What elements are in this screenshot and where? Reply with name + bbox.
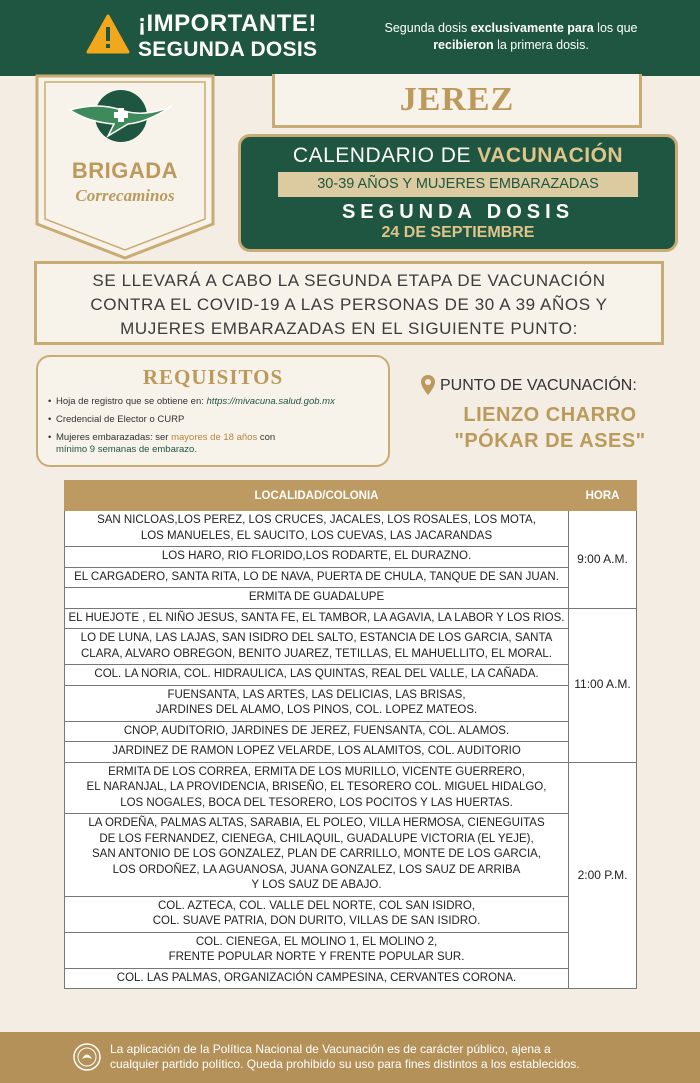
banner-title-line2: SEGUNDA DOSIS (138, 38, 318, 61)
localidad-cell (65, 896, 569, 932)
localidad-line: SAN ANTONIO DE LOS GONZALEZ, PLAN DE CARRILLO, MONTE DE LOS GARCIA, (91, 848, 542, 860)
localidad-cell (65, 742, 569, 763)
punto-label: PUNTO DE VACUNACIÓN: (440, 377, 637, 394)
table-row (65, 511, 637, 547)
table-row (65, 721, 637, 742)
banner-note-bold: exclusivamente para (470, 21, 594, 35)
schedule-table (64, 480, 637, 989)
footer-line: cualquier partido político. Queda prohibido su uso para fines distintos a los establecidos. (110, 1057, 580, 1071)
localidad-line: JARDINEZ DE RAMON LOPEZ VELARDE, LOS ALAMITOS, COL. AUDITORIO (112, 745, 521, 757)
description-box (34, 261, 664, 345)
requisito-text: Mujeres embarazadas: ser (56, 432, 172, 443)
localidad-line: CLARA, ALVARO OBREGON, BENITO JUAREZ, TETILLAS, EL MAHUELLITO, EL MORAL. (81, 647, 552, 660)
localidad-line: SAN NICLOAS,LOS PEREZ, LOS CRUCES, JACALES, LOS ROSALES, LOS MOTA, (97, 514, 536, 526)
table-header-row (65, 481, 637, 511)
localidad-line: CNOP, AUDITORIO, JARDINES DE JEREZ, FUENSANTA, COL. ALAMOS. (123, 724, 510, 737)
registration-link[interactable]: https://mivacuna.salud.gob.mx (206, 396, 335, 407)
table-row (65, 814, 637, 897)
localidad-cell (65, 814, 569, 897)
requisitos-box (36, 355, 390, 467)
table-row (65, 742, 637, 763)
location-pin-icon (420, 374, 436, 396)
localidad-line: COL. AZTECA, COL. VALLE DEL NORTE, COL SAN ISIDRO, (158, 899, 475, 912)
calendar-title-bold: VACUNACIÓN (477, 144, 624, 167)
banner-title-line1: ¡IMPORTANTE! (138, 10, 317, 37)
table-row (65, 665, 637, 686)
localidad-line: EL NARANJAL, LA PROVIDENCIA, BRISEÑO, EL TESORERO COL. MIGUEL HIDALGO, (86, 781, 547, 793)
punto-name (410, 402, 690, 454)
localidad-line: LOS MANUELES, EL SAUCITO, LOS CUEVAS, LAS JACARANDAS (140, 529, 493, 542)
warning-icon (86, 14, 130, 54)
footer (0, 1032, 700, 1083)
localidad-line: JARDINES DEL ALAMO, LOS PINOS, COL. LOPEZ MATEOS. (155, 704, 478, 716)
localidad-cell (65, 721, 569, 742)
header-hora: HORA (569, 481, 637, 511)
punto-name-line: LIENZO CHARRO (463, 404, 637, 426)
table-row (65, 588, 637, 609)
footer-line: La aplicación de la Política Nacional de Vacunación es de carácter público, ajena a (110, 1042, 551, 1056)
localidad-cell (65, 567, 569, 588)
requisito-text: con (257, 432, 276, 443)
requisitos-title: REQUISITOS (142, 365, 284, 389)
banner-note-text: la primera dosis. (493, 38, 589, 52)
hora-cell: 2:00 P.M. (569, 762, 637, 989)
localidad-line: FRENTE POPULAR NORTE Y FRENTE POPULAR SUR. (168, 951, 465, 963)
localidad-cell (65, 932, 569, 968)
localidad-cell (65, 685, 569, 721)
localidad-line: EL CARGADERO, SANTA RITA, LO DE NAVA, PUERTA DE CHULA, TANQUE DE SAN JUAN. (74, 570, 559, 583)
localidad-cell (65, 665, 569, 686)
table-row (65, 932, 637, 968)
localidad-cell (65, 762, 569, 814)
localidad-line: COL. SUAVE PATRIA, DON DURITO, VILLAS DE SAN ISIDRO. (152, 915, 481, 927)
banner-note-bold: recibieron (433, 38, 494, 52)
banner-note-text: Segunda dosis (384, 21, 471, 35)
table-row (65, 762, 637, 814)
banner-note (366, 20, 656, 54)
localidad-line: LO DE LUNA, LAS LAJAS, SAN ISIDRO DEL SALTO, ESTANCIA DE LOS GARCIA, SANTA (80, 632, 553, 644)
table-row (65, 567, 637, 588)
calendar-group: 30-39 AÑOS Y MUJERES EMBARAZADAS (278, 172, 638, 197)
localidad-line: ERMITA DE GUADALUPE (248, 591, 385, 603)
localidad-line: COL. LAS PALMAS, ORGANIZACIÓN CAMPESINA, CERVANTES CORONA. (116, 971, 517, 984)
banner-title (138, 10, 317, 62)
calendar-title (241, 143, 675, 169)
table-row (65, 685, 637, 721)
requisito-item: • Credencial de Elector o CURP (48, 414, 388, 426)
table-row (65, 629, 637, 665)
localidad-line: FUENSANTA, LAS ARTES, LAS DELICIAS, LAS BRISAS, (167, 688, 466, 701)
requisito-item (48, 396, 388, 408)
localidad-cell (65, 968, 569, 989)
calendar-dose: SEGUNDA DOSIS (341, 201, 575, 223)
table-row (65, 968, 637, 989)
table-row (65, 608, 637, 629)
banner-note-text: los que (593, 21, 638, 35)
localidad-line: COL. LA NORIA, COL. HIDRAULICA, LAS QUINTAS, REAL DEL VALLE, LA CAÑADA. (94, 668, 539, 680)
punto-name-line: "PÓKAR DE ASES" (454, 430, 646, 452)
requisitos-list (38, 396, 388, 456)
localidad-cell (65, 547, 569, 568)
schedule-body (65, 511, 637, 989)
localidad-line: LOS ORDOÑEZ, LA AGUANOSA, JUANA GONZALEZ, LOS SAUZ DE ARRIBA (112, 863, 521, 876)
top-banner (0, 0, 700, 76)
localidad-cell (65, 588, 569, 609)
calendar-date: 24 DE SEPTIEMBRE (381, 224, 535, 241)
mexico-seal-icon (72, 1042, 102, 1072)
brigada-subtitle: Correcaminos (75, 186, 175, 205)
roadrunner-logo (68, 88, 174, 150)
requisito-highlight: mínimo 9 semanas de embarazo. (56, 444, 197, 455)
hora-cell: 9:00 A.M. (569, 511, 637, 609)
localidad-line: ERMITA DE LOS CORREA, ERMITA DE LOS MURILLO, VICENTE GUERRERO, (108, 765, 525, 778)
localidad-line: LOS HARO, RIO FLORIDO,LOS RODARTE, EL DURAZNO. (161, 550, 472, 562)
description-line: CONTRA EL COVID-19 A LAS PERSONAS DE 30 A 39 AÑOS Y (90, 295, 608, 314)
footer-text (110, 1042, 670, 1072)
brigada-title: BRIGADA (71, 158, 179, 183)
description-line: SE LLEVARÁ A CABO LA SEGUNDA ETAPA DE VACUNACIÓN (92, 271, 606, 290)
localidad-line: DE LOS FERNANDEZ, CIENEGA, CHILAQUIL, GUADALUPE VICTORIA (EL YEJE), (99, 832, 534, 845)
requisito-item (48, 432, 388, 456)
header-localidad: LOCALIDAD/COLONIA (65, 481, 569, 511)
requisito-highlight: mayores de 18 años (171, 432, 258, 443)
localidad-line: EL HUEJOTE , EL NIÑO JESUS, SANTA FE, EL TAMBOR, LA AGAVIA, LA LABOR Y LOS RIOS. (68, 611, 565, 624)
calendar-box (238, 134, 678, 252)
city-name: JEREZ (399, 81, 515, 118)
localidad-cell (65, 608, 569, 629)
table-row (65, 896, 637, 932)
requisito-text: Hoja de registro que se obtiene en: (56, 396, 207, 407)
localidad-line: Y LOS SAUZ DE ABAJO. (251, 879, 382, 891)
localidad-cell (65, 511, 569, 547)
hora-cell: 11:00 A.M. (569, 608, 637, 762)
localidad-line: LA ORDEÑA, PALMAS ALTAS, SARABIA, EL POLEO, VILLA HERMOSA, CIENEGUITAS (88, 817, 545, 829)
calendar-title-plain: CALENDARIO DE (292, 144, 478, 167)
localidad-line: COL. CIENEGA, EL MOLINO 1, EL MOLINO 2, (195, 935, 438, 948)
city-box (272, 74, 642, 128)
localidad-line: LOS NOGALES, BOCA DEL TESORERO, LOS POCITOS Y LAS HUERTAS. (120, 796, 513, 809)
table-row (65, 547, 637, 568)
description-line: MUJERES EMBARAZADAS EN EL SIGUIENTE PUNTO: (120, 319, 578, 338)
localidad-cell (65, 629, 569, 665)
